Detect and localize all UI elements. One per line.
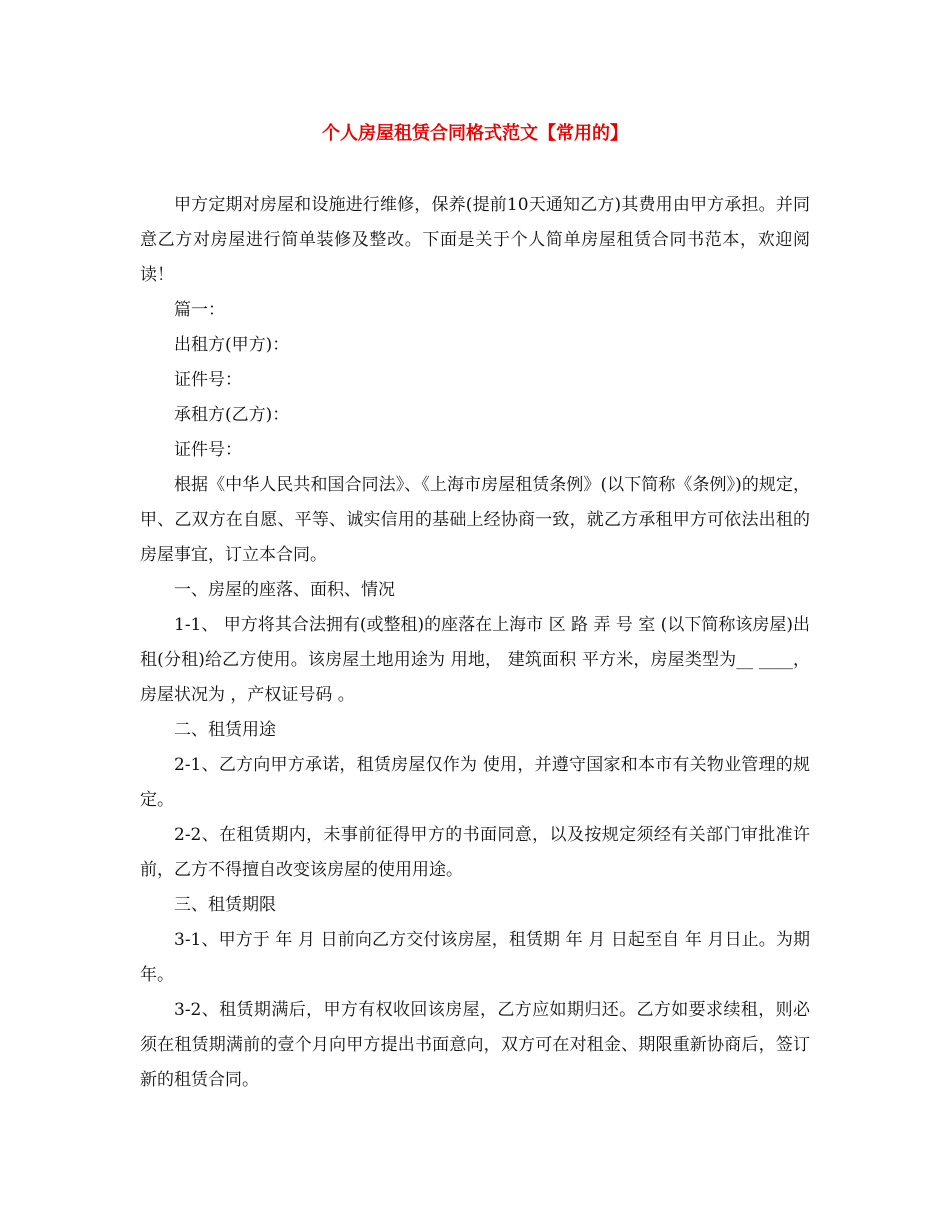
section-heading-term: 三、租赁期限 [174, 895, 276, 915]
document-title: 个人房屋租赁合同格式范文【常用的】 [322, 123, 628, 144]
section-label-part-one: 篇一： [174, 300, 225, 320]
document-body [140, 188, 810, 1098]
section-heading-purpose: 二、租赁用途 [174, 720, 276, 740]
clause-2-2: 2-2、在租赁期内，未事前征得甲方的书面同意，以及按规定须经有关部门审批准许前，乙方不得擅自改变该房屋的使用用途。 [140, 825, 810, 880]
clause-2-1: 2-1、乙方向甲方承诺，租赁房屋仅作为 使用，并遵守国家和本市有关物业管理的规定。 [140, 755, 810, 810]
clause-1-1: 1-1、 甲方将其合法拥有(或整租)的座落在上海市 区 路 弄 号 室 (以下简称该房屋)出租(分租)给乙方使用。该房屋土地用途为 用地， 建筑面积 平方米，房屋类型为__ ____，房屋状况为 ，产权证号码 。 [140, 615, 810, 705]
legal-basis-paragraph: 根据《中华人民共和国合同法》、《上海市房屋租赁条例》(以下简称《条例》)的规定，甲、乙双方在自愿、平等、诚实信用的基础上经协商一致，就乙方承租甲方可依法出租的房屋事宜，订立本合同。 [140, 475, 810, 565]
section-heading-property: 一、房屋的座落、面积、情况 [174, 580, 395, 600]
intro-paragraph: 甲方定期对房屋和设施进行维修，保养(提前10天通知乙方)其费用由甲方承担。并同意乙方对房屋进行简单装修及整改。下面是关于个人简单房屋租赁合同书范本，欢迎阅读！ [140, 195, 810, 285]
lessor-field: 出租方(甲方)： [174, 335, 290, 355]
clause-3-2: 3-2、租赁期满后，甲方有权收回该房屋，乙方应如期归还。乙方如要求续租，则必须在租赁期满前的壹个月向甲方提出书面意向，双方可在对租金、期限重新协商后，签订新的租赁合同。 [140, 1000, 810, 1090]
clause-3-1: 3-1、甲方于 年 月 日前向乙方交付该房屋，租赁期 年 月 日起至自 年 月日止。为期 年。 [140, 930, 810, 985]
lessee-field: 承租方(乙方)： [174, 405, 290, 425]
lessor-id-field: 证件号： [174, 370, 242, 390]
lessee-id-field: 证件号： [174, 440, 242, 460]
